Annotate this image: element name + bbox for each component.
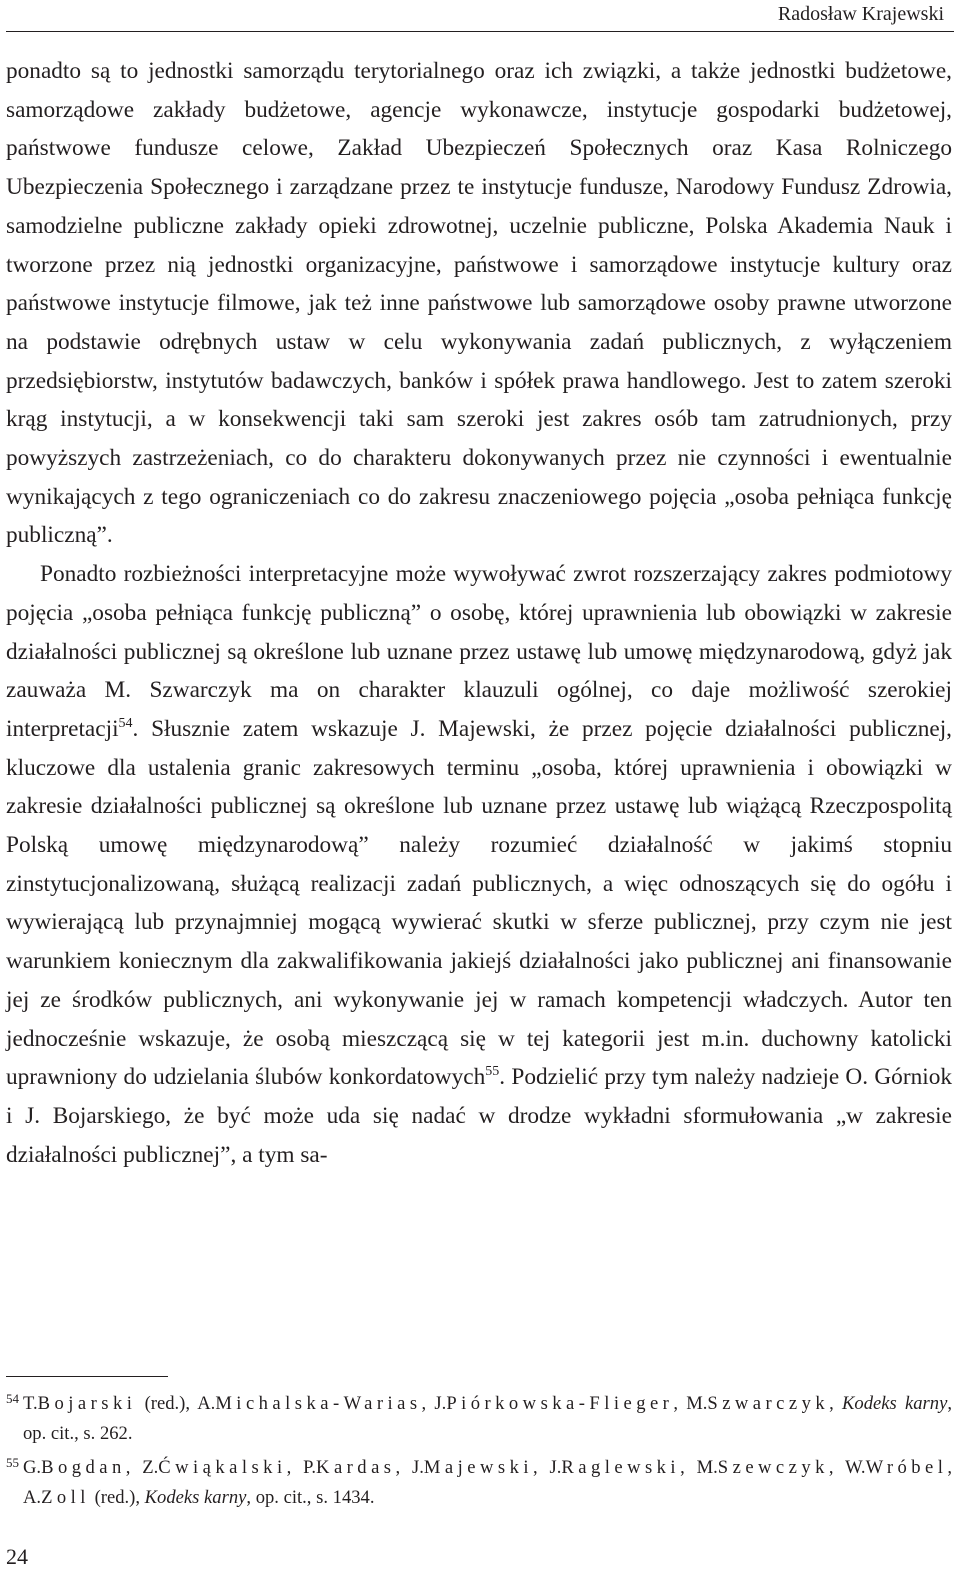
paragraph-2-part-c: . Podzielić przy tym należy nadzieje O. Górniok i J. Bojarskiego, że być może uda się nadać w drodze wykładni sformułowania „w zakresie działalności publicznej”, a tym sa- <box>6 1064 952 1168</box>
citation-text: (red.), <box>89 1487 145 1508</box>
running-head: Radosław Krajewski <box>777 3 944 25</box>
header-rule <box>6 31 954 32</box>
author-surname: Bogdan <box>41 1457 126 1478</box>
page-header <box>0 0 960 32</box>
paragraph-2 <box>6 555 952 1174</box>
author-surname: Raglewski <box>561 1457 681 1478</box>
footnote-ref-54[interactable]: 54 <box>118 715 133 731</box>
footnote-rule <box>6 1376 168 1377</box>
author-initial: , Z. <box>125 1457 159 1478</box>
author-surname: Kardas <box>316 1457 396 1478</box>
footnote-55: 55 G.Bogdan, Z.Ćwiąkalski, P.Kardas, J.Majewski, J.Raglewski, M.Szewczyk, W.Wróbel, A.Zoll (red.), Kodeks karny, op. cit., s. 1434. <box>6 1455 953 1508</box>
author-initial: , A. <box>23 1457 953 1508</box>
author-surname: Szwarczyk <box>707 1393 830 1414</box>
author-surname: Zoll <box>41 1487 90 1508</box>
paragraph-2-part-b: . Słusznie zatem wskazuje J. Majewski, że przez pojęcie działalności publicznej, kluczowe dla ustalenia granic zakresowych terminu „osoba, której uprawnienia i obowiązki w zakresie działalności publicznej są określone lub uznane przez ustawę lub wiążącą Rzeczpospolitą Polską umowę międzynarodową” należy rozumieć działalność w jakimś stopniu zinstytucjonalizowaną, służącą realizacji zadań publicznych, a więc odnoszących się do ogółu i wywierającą lub przynajmniej mogącą wywierać skutki w sferze publicznej, przy czym nie jest warunkiem koniecznym dla zakwalifikowania jakiejś działalności jako publicznej ani finansowanie jej ze środków publicznych, ani wykonywanie jej w ramach kompetencji władczych. Autor ten jednocześnie wskazuje, że osobą mieszczącą się w tej kategorii jest m.in. duchowny katolicki uprawniony do udzielania ślubów konkordatowych <box>6 715 952 1091</box>
author-initial: T. <box>23 1393 38 1414</box>
author-initial: , J. <box>532 1457 562 1478</box>
paragraph-2-part-a: Ponadto rozbieżności interpretacyjne może wywoływać zwrot rozszerzający zakres podmiotowy pojęcia „osoba pełniąca funkcję publiczną” o osobę, której uprawnienia lub obowiązki w zakresie działalności publicznej są określone lub uznane przez ustawę lub umowę międzynarodową, gdyż jak zauważa M. Szwarczyk ma on charakter klauzuli ogólnej, co daje możliwość szerokiej interpretacji <box>6 561 952 742</box>
body-text <box>6 52 952 1174</box>
author-initial: , M. <box>680 1457 718 1478</box>
author-initial: , M. <box>673 1393 708 1414</box>
author-surname: Michalska-Warias <box>215 1393 422 1414</box>
author-surname: Szewczyk <box>717 1457 829 1478</box>
author-initial: , P. <box>286 1457 317 1478</box>
author-surname: Ćwiąkalski <box>158 1457 287 1478</box>
citation-text: , op. cit., s. 262. <box>23 1393 952 1444</box>
author-initial: , W. <box>828 1457 866 1478</box>
author-surname: Wróbel <box>865 1457 948 1478</box>
page-number: 24 <box>6 1544 28 1569</box>
author-surname: Piórkowska-Flieger <box>446 1393 674 1414</box>
citation-text: (red.), A. <box>136 1393 216 1414</box>
work-title: Kodeks karny <box>144 1487 247 1508</box>
paragraph-1: ponadto są to jednostki samorządu terytorialnego oraz ich związki, a także jednostki budżetowe, samorządowe zakłady budżetowe, agencje wykonawcze, instytucje gospodarki budżetowej, państwowe fundusze celowe, Zakład Ubezpieczeń Społecznych oraz Kasa Rolniczego Ubezpieczenia Społecznego i zarządzane przez te instytucje fundusze, Narodowy Fundusz Zdrowia, samodzielne publiczne zakłady opieki zdrowotnej, uczelnie publiczne, Polska Akademia Nauk i tworzone przez nią jednostki organizacyjne, państwowe i samorządowe instytucje kultury oraz państwowe instytucje filmowe, jak też inne państwowe lub samorządowe osoby prawne utworzone na podstawie odrębnych ustaw w celu wykonywania zadań publicznych, z wyłączeniem przedsiębiorstw, instytutów badawczych, banków i spółek prawa handlowego. Jest to zatem szeroki krąg instytucji, a w konsekwencji taki sam szeroki jest zakres osób tam zatrudnionych, przy powyższych zastrzeżeniach, co do charakteru dokonywanych przez nie czynności i ewentualnie wynikających z tego ograniczeniach co do zakresu znaczeniowego pojęcia „osoba pełniąca funkcję publiczną”. <box>6 58 952 549</box>
author-initial: , J. <box>421 1393 447 1414</box>
footnote-54: 54 T.Bojarski (red.), A.Michalska-Warias, J.Piórkowska-Flieger, M.Szwarczyk, Kodeks karny, op. cit., s. 262. <box>6 1391 952 1444</box>
footnote-ref-55[interactable]: 55 <box>485 1064 500 1080</box>
citation-text: , <box>829 1393 843 1414</box>
author-surname: Bojarski <box>37 1393 137 1414</box>
author-surname: Majewski <box>423 1457 533 1478</box>
footnotes <box>6 1389 952 1517</box>
citation-text: , op. cit., s. 1434. <box>246 1487 375 1508</box>
author-initial: G. <box>23 1457 42 1478</box>
work-title: Kodeks karny <box>842 1393 948 1414</box>
author-initial: , J. <box>395 1457 424 1478</box>
